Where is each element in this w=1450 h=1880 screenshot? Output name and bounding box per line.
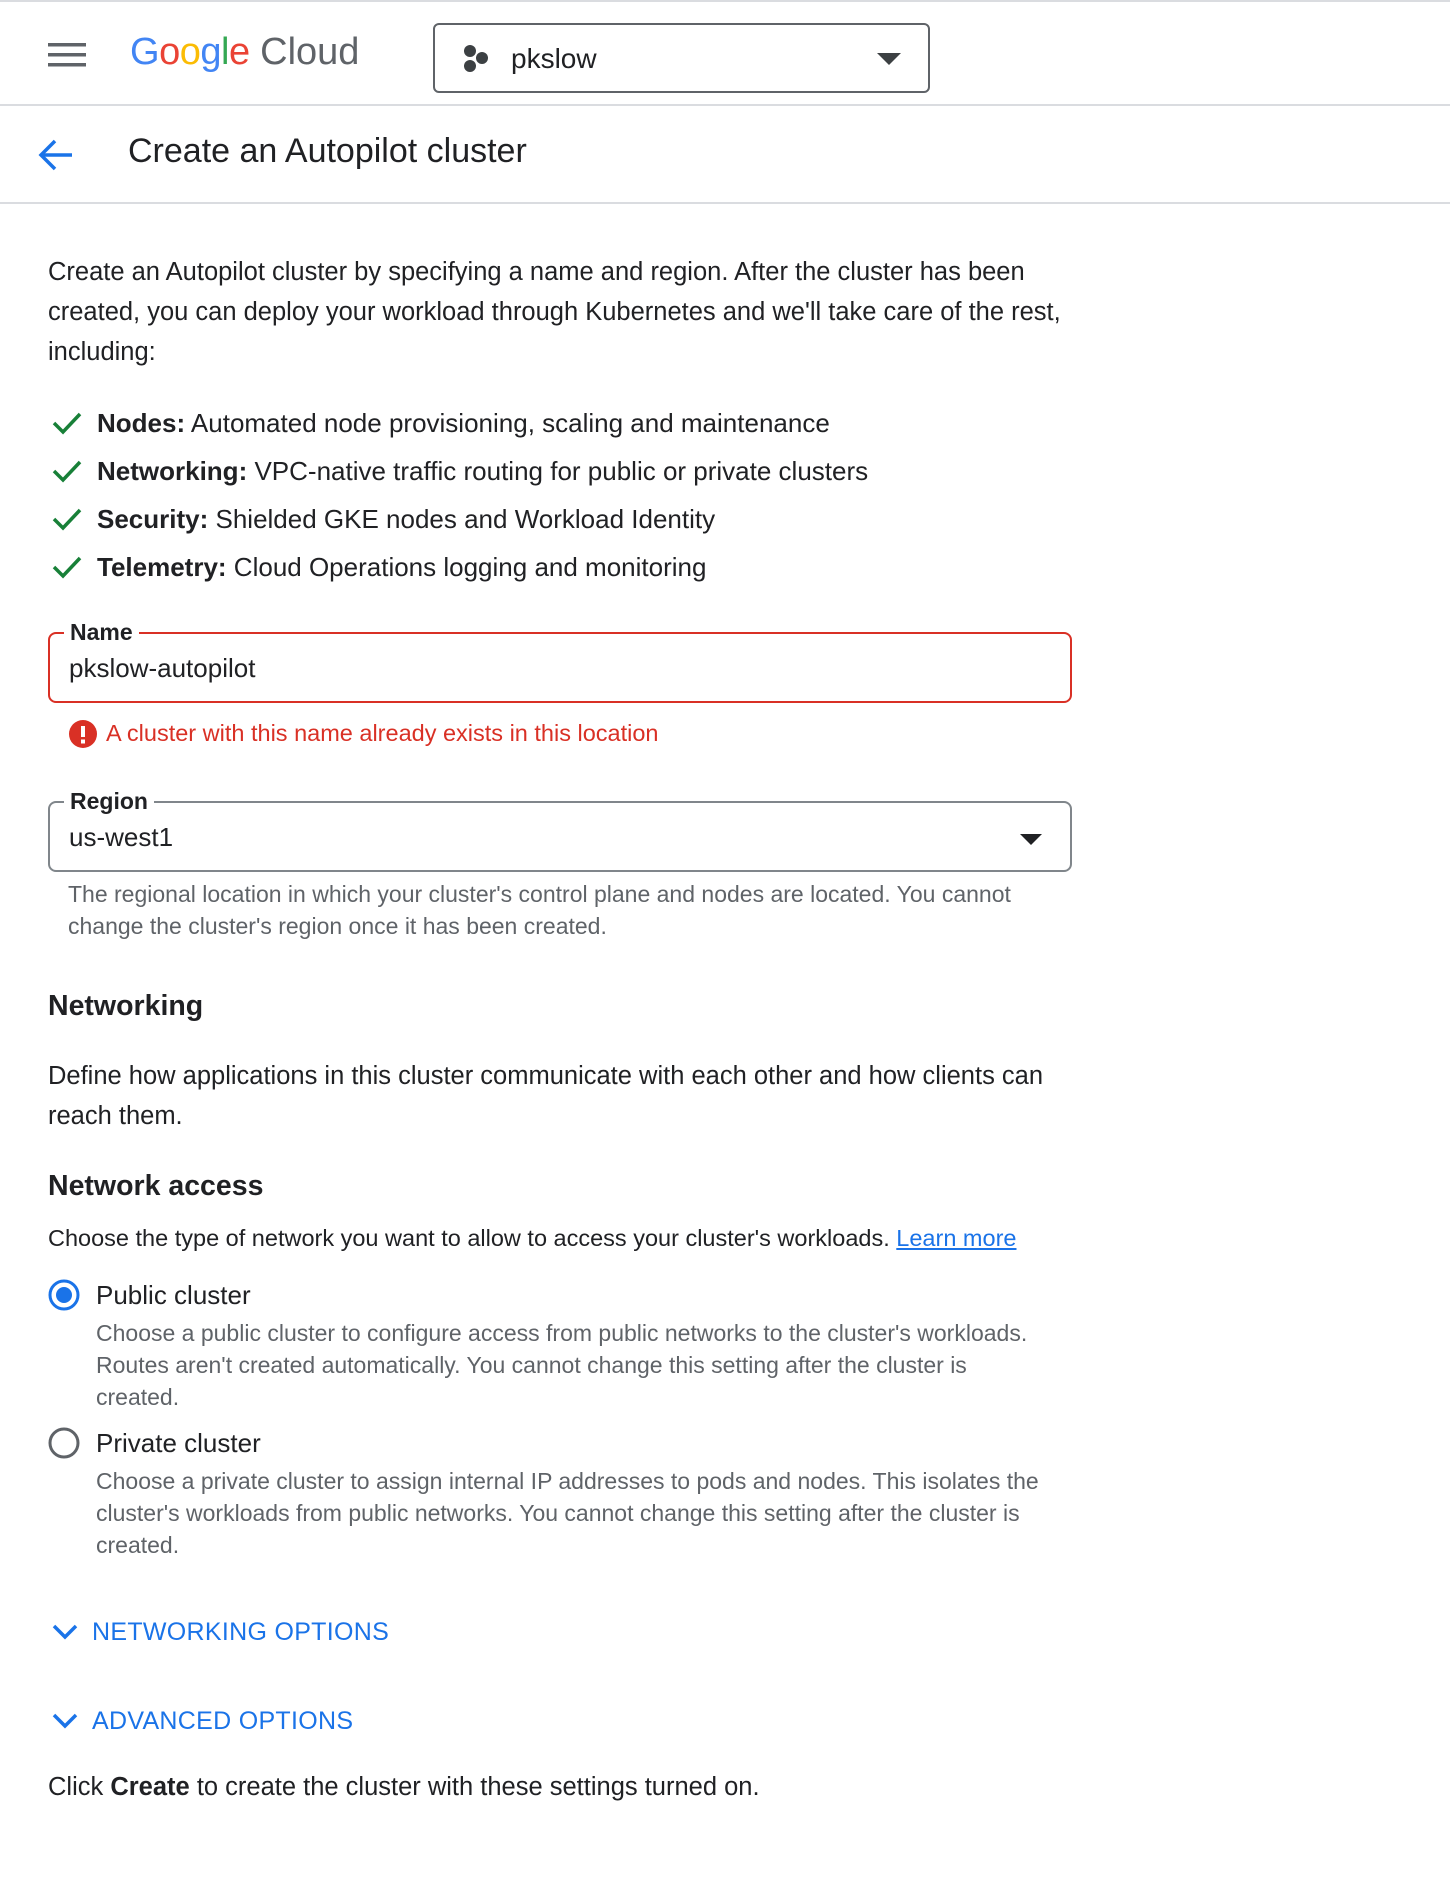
public-cluster-label[interactable]: Public cluster — [96, 1280, 251, 1310]
cloud-wordmark: Cloud — [260, 31, 360, 73]
google-cloud-logo[interactable] — [130, 30, 359, 74]
check-icon — [52, 459, 82, 483]
region-select[interactable] — [48, 788, 1072, 872]
region-help-text: The regional location in which your cluster's control plane and nodes are located. You cannot change the cluster's region once it has been created. — [68, 881, 1011, 939]
page-header — [0, 106, 1450, 204]
create-instruction: Click Create to create the cluster with these settings turned on. — [48, 1773, 760, 1801]
page-title: Create an Autopilot cluster — [128, 132, 527, 170]
private-cluster-radio[interactable] — [48, 1427, 80, 1459]
feature-item: Networking: VPC-native traffic routing for public or private clusters — [97, 456, 869, 486]
project-name: pkslow — [511, 43, 597, 74]
feature-item: Nodes: Automated node provisioning, scaling and maintenance — [97, 408, 830, 438]
private-cluster-description: Choose a private cluster to assign internal IP addresses to pods and nodes. This isolates the cluster's workloads from public networks. You cannot change this setting after the cluster is created. — [96, 1468, 1039, 1558]
advanced-options-label: ADVANCED OPTIONS — [92, 1706, 354, 1735]
check-icon — [52, 411, 82, 435]
chevron-down-icon — [52, 1713, 78, 1729]
network-access-description: Choose the type of network you want to allow to access your cluster's workloads. Learn more — [48, 1225, 1017, 1251]
top-app-bar — [0, 0, 1450, 106]
check-icon — [52, 555, 82, 579]
check-icon — [52, 507, 82, 531]
region-selected-value: us-west1 — [69, 822, 174, 852]
network-access-heading: Network access — [48, 1170, 264, 1202]
google-wordmark: Google — [130, 31, 250, 73]
main-menu-icon[interactable] — [48, 42, 86, 68]
name-field-label: Name — [64, 619, 139, 645]
networking-description: Define how applications in this cluster communicate with each other and how clients can reach them. — [48, 1062, 1044, 1130]
feature-item: Security: Shielded GKE nodes and Workload Identity — [97, 504, 716, 534]
chevron-down-icon — [877, 52, 901, 70]
advanced-options-expander[interactable] — [52, 1706, 353, 1736]
chevron-down-icon — [52, 1624, 78, 1640]
name-field[interactable] — [48, 619, 1072, 703]
networking-heading: Networking — [48, 990, 204, 1022]
intro-text: Create an Autopilot cluster by specifying a name and region. After the cluster has been created, you can deploy your workload through Kubernetes and we'll take care of the rest, including: — [48, 258, 1061, 366]
feature-item: Telemetry: Cloud Operations logging and monitoring — [97, 552, 707, 582]
dropdown-arrow-icon — [1020, 833, 1042, 851]
public-cluster-description: Choose a public cluster to configure access from public networks to the cluster's workloads. Routes aren't created automatically. You cannot change this setting after the cluster is created. — [96, 1320, 1028, 1410]
networking-options-label: NETWORKING OPTIONS — [92, 1617, 390, 1646]
public-cluster-radio[interactable] — [48, 1279, 80, 1311]
back-arrow-icon[interactable] — [38, 138, 74, 172]
private-cluster-label[interactable]: Private cluster — [96, 1428, 261, 1458]
project-hexagons-icon — [461, 44, 491, 72]
project-selector[interactable] — [433, 23, 930, 93]
networking-options-expander[interactable] — [52, 1617, 389, 1647]
learn-more-link[interactable]: Learn more — [896, 1225, 1017, 1251]
name-error-message: A cluster with this name already exists in this location — [106, 720, 659, 746]
name-error-icon — [69, 720, 97, 748]
name-input-value[interactable]: pkslow-autopilot — [69, 653, 256, 683]
region-field-label: Region — [64, 788, 154, 814]
